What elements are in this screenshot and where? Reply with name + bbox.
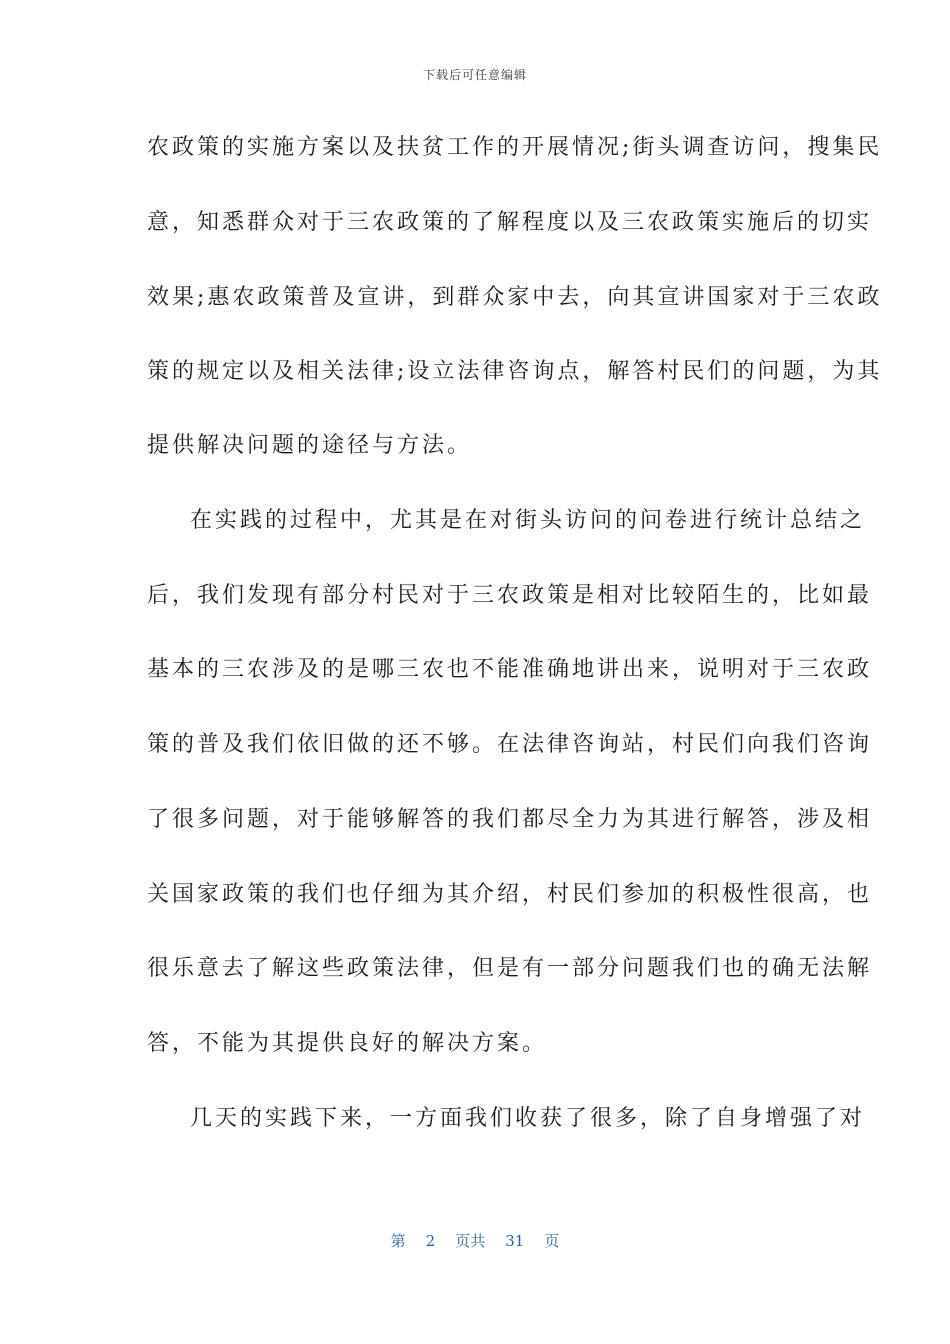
- page-number: 2: [425, 1232, 436, 1250]
- total-pages: 31: [505, 1232, 525, 1250]
- body-line: 效果;惠农政策普及宣讲，到群众家中去，向其宣讲国家对于三农政: [147, 285, 883, 310]
- body-line: 答，不能为其提供良好的解决方案。: [147, 1031, 548, 1056]
- body-line: 农政策的实施方案以及扶贫工作的开展情况;街头调查访问，搜集民: [147, 135, 883, 160]
- body-line: 意，知悉群众对于三农政策的了解程度以及三农政策实施后的切实: [147, 210, 873, 235]
- paragraph-first-line: 几天的实践下来，一方面我们收获了很多，除了自身增强了对: [190, 1106, 866, 1131]
- page-footer: [0, 1230, 950, 1251]
- body-line: 很乐意去了解这些政策法律，但是有一部分问题我们也的确无法解: [147, 956, 873, 981]
- page-prefix: 第: [390, 1232, 406, 1250]
- body-line: 提供解决问题的途径与方法。: [147, 433, 473, 458]
- body-line: 策的普及我们依旧做的还不够。在法律咨询站，村民们向我们咨询: [147, 732, 873, 757]
- body-line: 后，我们发现有部分村民对于三农政策是相对比较陌生的，比如最: [147, 583, 873, 608]
- body-line: 策的规定以及相关法律;设立法律咨询点，解答村民们的问题，为其: [147, 359, 883, 384]
- paragraph-first-line: 在实践的过程中，尤其是在对街头访问的问卷进行统计总结之: [190, 508, 866, 533]
- page-mid: 页共: [455, 1232, 486, 1250]
- page-suffix: 页: [544, 1232, 560, 1250]
- body-line: 基本的三农涉及的是哪三农也不能准确地讲出来，说明对于三农政: [147, 657, 873, 682]
- body-line: 了很多问题，对于能够解答的我们都尽全力为其进行解答，涉及相: [147, 807, 873, 832]
- page-header: 下载后可任意编辑: [422, 68, 527, 82]
- body-line: 关国家政策的我们也仔细为其介绍，村民们参加的积极性很高，也: [147, 882, 873, 907]
